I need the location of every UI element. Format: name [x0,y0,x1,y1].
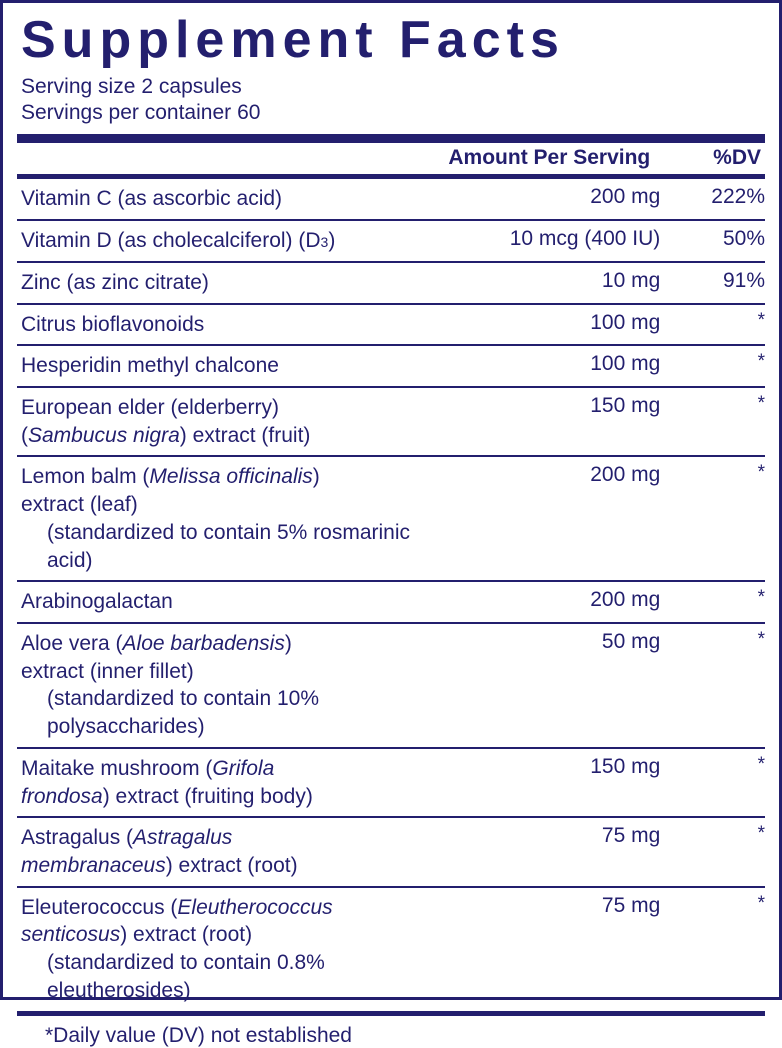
row-amount: 100 mg [590,310,661,334]
row-amount: 150 mg [590,393,661,417]
row-name: Vitamin C (as ascorbic acid) [21,187,283,211]
table-header-row [17,143,765,174]
page-title: Supplement Facts [21,11,565,69]
row-dv: * [757,462,765,484]
servings-per-container-label: Servings per container [21,101,232,125]
row-amount: 100 mg [590,352,661,376]
row-name: Arabinogalactan [21,590,173,614]
row-dv: * [757,753,765,775]
header-percent-dv: %DV [713,146,761,170]
supplement-rows-table [17,179,765,1010]
table-row [17,457,765,580]
row-amount: 200 mg [590,463,661,487]
table-row [17,749,765,816]
table-row [17,888,765,1011]
row-amount: 10 mcg (400 IU) [509,227,661,251]
row-dv: * [757,823,765,845]
row-amount: 50 mg [601,629,661,653]
row-amount: 10 mg [601,268,661,292]
header-blank [17,143,436,174]
row-name: Vitamin D (as cholecalciferol) (D3) [21,229,336,253]
table-row [17,221,765,261]
table-row [17,582,765,622]
row-dv: * [757,587,765,609]
row-name: Lemon balm (Melissa officinalis) extract (leaf) (standardized to contain 5% rosmarinic acid) [21,465,411,572]
row-name: Aloe vera (Aloe barbadensis) extract (inner fillet) (standardized to contain 10% polysaccharides) [21,631,320,739]
row-amount: 150 mg [590,754,661,778]
row-amount: 75 mg [601,893,661,917]
row-dv: * [757,392,765,414]
row-dv: 50% [722,227,765,251]
serving-size-label: Serving size [21,74,136,98]
supplement-facts-table [17,143,765,174]
servings-per-container-value: 60 [237,101,261,125]
table-row [17,818,765,885]
table-row [17,624,765,747]
table-row [17,346,765,386]
row-amount: 200 mg [590,588,661,612]
row-amount: 75 mg [601,824,661,848]
row-dv: * [757,628,765,650]
row-name: Zinc (as zinc citrate) [21,270,209,294]
header-amount-per-serving: Amount Per Serving [448,146,651,170]
table-row [17,263,765,303]
row-dv: 91% [722,268,765,292]
row-dv: * [757,309,765,331]
row-name: Eleuterococcus (Eleutherococcus senticosus) extract (root) (standardized to contain 0.8% eleutherosides) [21,895,333,1002]
divider-thick-top [17,134,765,143]
row-name: Citrus bioflavonoids [21,312,205,336]
row-dv: * [757,892,765,914]
serving-size-line [21,74,765,101]
row-dv: * [757,351,765,373]
servings-per-container-line [21,100,765,127]
serving-size-value: 2 capsules [141,74,242,98]
row-name: Astragalus (Astragalus membranaceus) extract (root) [21,826,298,877]
row-amount: 200 mg [590,185,661,209]
footnote: *Daily value (DV) not established [45,1023,352,1047]
table-row [17,179,765,219]
table-row [17,388,765,455]
table-row [17,305,765,345]
row-name: European elder (elderberry) (Sambucus nigra) extract (fruit) [21,395,311,447]
row-name: Maitake mushroom (Grifola frondosa) extract (fruiting body) [21,756,313,808]
row-dv: 222% [711,185,765,209]
row-name: Hesperidin methyl chalcone [21,354,279,378]
